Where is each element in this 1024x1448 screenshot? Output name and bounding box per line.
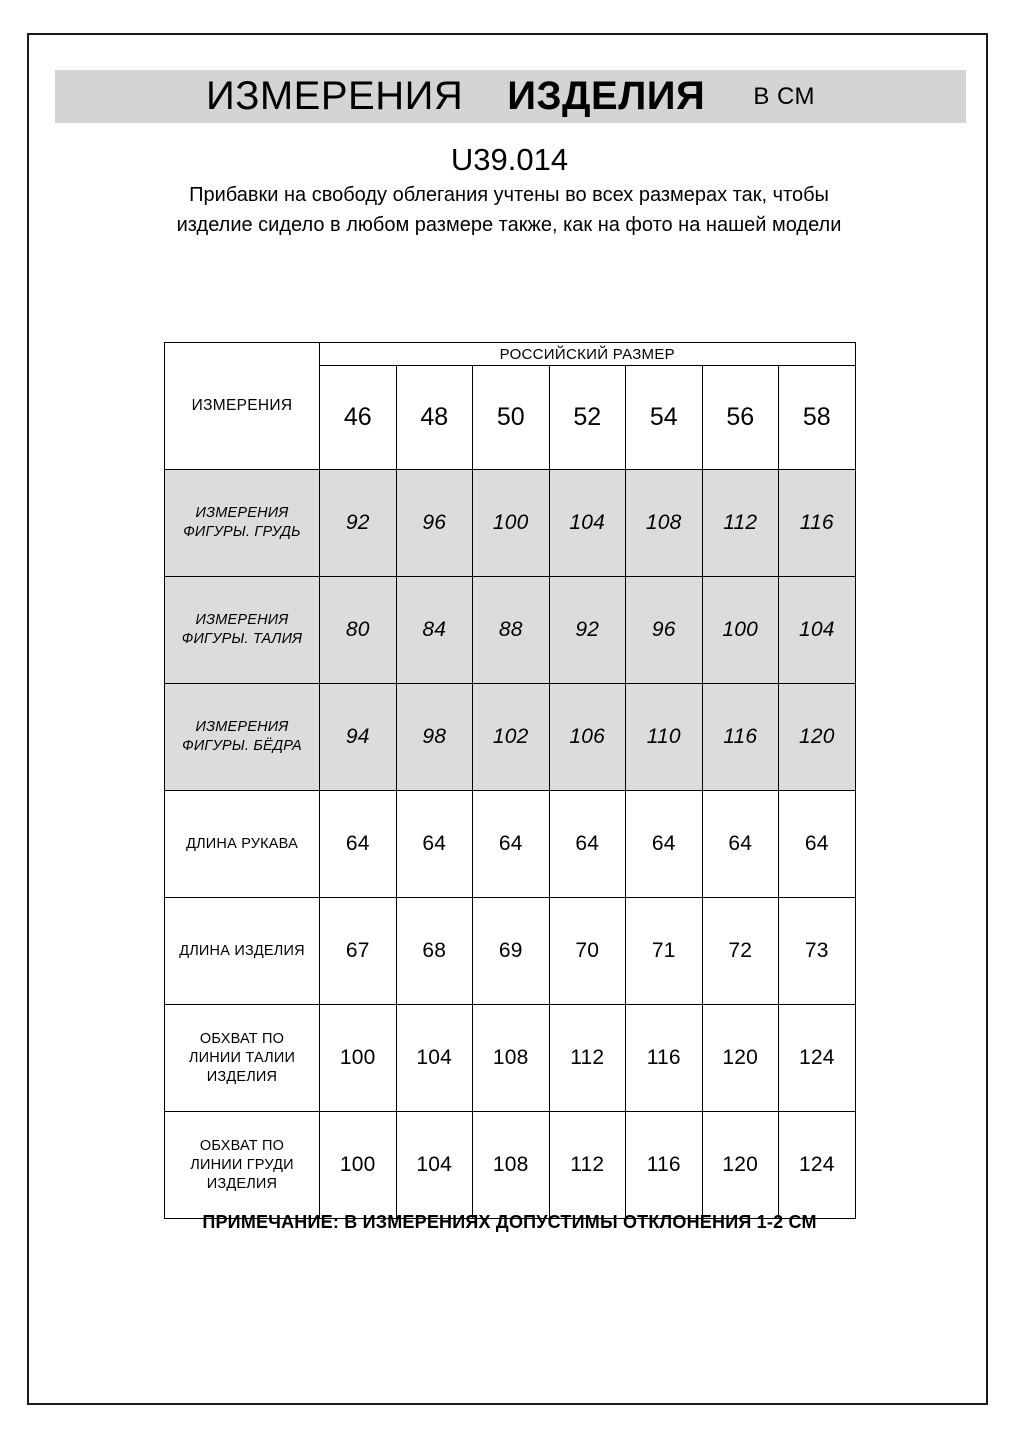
size-chart-table xyxy=(164,342,856,1219)
page-border xyxy=(27,33,988,1405)
row-label-sleeve-length: ДЛИНА РУКАВА xyxy=(165,791,320,898)
row-label-line: ОБХВАТ ПО xyxy=(199,1137,285,1154)
header-banner xyxy=(55,70,966,123)
cell-sleeve-50: 64 xyxy=(473,791,550,898)
cell-length-56: 72 xyxy=(702,898,779,1005)
cell-hips-56: 116 xyxy=(702,684,779,791)
cell-bust-circ-48: 104 xyxy=(396,1112,473,1219)
size-header-56: 56 xyxy=(702,366,779,470)
banner-unit-label: В СМ xyxy=(753,82,816,110)
cell-hips-48: 98 xyxy=(396,684,473,791)
size-header-46: 46 xyxy=(320,366,397,470)
cell-waist-52: 92 xyxy=(549,577,626,684)
banner-title-product: ИЗДЕЛИЯ xyxy=(507,74,706,118)
cell-hips-52: 106 xyxy=(549,684,626,791)
row-label-hips xyxy=(165,684,320,791)
table-row xyxy=(165,791,856,898)
cell-waist-circ-46: 100 xyxy=(320,1005,397,1112)
cell-waist-46: 80 xyxy=(320,577,397,684)
fit-description: Прибавки на свободу облегания учтены во всех размерах так, чтобы изделие сидело в любом размере также, как на фото на нашей модели xyxy=(176,184,842,236)
table-row xyxy=(165,1112,856,1219)
cell-length-52: 70 xyxy=(549,898,626,1005)
cell-waist-circ-54: 116 xyxy=(626,1005,703,1112)
cell-sleeve-48: 64 xyxy=(396,791,473,898)
size-header-52: 52 xyxy=(549,366,626,470)
cell-waist-56: 100 xyxy=(702,577,779,684)
banner-title-measurements: ИЗМЕРЕНИЯ xyxy=(205,74,464,118)
cell-waist-circ-58: 124 xyxy=(779,1005,856,1112)
row-label-line: ИЗДЕЛИЯ xyxy=(206,1068,278,1085)
row-label-waist-circumference xyxy=(165,1005,320,1112)
cell-bust-48: 96 xyxy=(396,470,473,577)
cell-bust-54: 108 xyxy=(626,470,703,577)
cell-bust-circ-52: 112 xyxy=(549,1112,626,1219)
cell-bust-58: 116 xyxy=(779,470,856,577)
row-label-waist xyxy=(165,577,320,684)
cell-sleeve-46: 64 xyxy=(320,791,397,898)
cell-length-48: 68 xyxy=(396,898,473,1005)
size-header-48: 48 xyxy=(396,366,473,470)
cell-length-58: 73 xyxy=(779,898,856,1005)
cell-bust-circ-46: 100 xyxy=(320,1112,397,1219)
row-label-product-length: ДЛИНА ИЗДЕЛИЯ xyxy=(165,898,320,1005)
tolerance-note: ПРИМЕЧАНИЕ: В ИЗМЕРЕНИЯХ ДОПУСТИМЫ ОТКЛОНЕНИЯ 1-2 СМ xyxy=(202,1212,817,1232)
cell-hips-54: 110 xyxy=(626,684,703,791)
cell-bust-46: 92 xyxy=(320,470,397,577)
row-label-line: ИЗМЕРЕНИЯ xyxy=(195,719,289,735)
row-label-bust-circumference xyxy=(165,1112,320,1219)
table-corner-label: ИЗМЕРЕНИЯ xyxy=(165,343,320,470)
size-header-54: 54 xyxy=(626,366,703,470)
row-label-line: ОБХВАТ ПО xyxy=(199,1030,285,1047)
table-row xyxy=(165,577,856,684)
table-row xyxy=(165,470,856,577)
cell-length-46: 67 xyxy=(320,898,397,1005)
cell-waist-50: 88 xyxy=(473,577,550,684)
cell-sleeve-52: 64 xyxy=(549,791,626,898)
cell-bust-circ-50: 108 xyxy=(473,1112,550,1219)
cell-sleeve-56: 64 xyxy=(702,791,779,898)
cell-length-54: 71 xyxy=(626,898,703,1005)
cell-bust-circ-56: 120 xyxy=(702,1112,779,1219)
row-label-line: ИЗМЕРЕНИЯ xyxy=(195,612,289,628)
row-label-line: ИЗДЕЛИЯ xyxy=(206,1175,278,1192)
cell-bust-circ-54: 116 xyxy=(626,1112,703,1219)
cell-bust-circ-58: 124 xyxy=(779,1112,856,1219)
row-label-line: ЛИНИИ ГРУДИ xyxy=(190,1156,294,1173)
cell-bust-56: 112 xyxy=(702,470,779,577)
size-group-header: РОССИЙСКИЙ РАЗМЕР xyxy=(320,343,856,366)
cell-waist-circ-56: 120 xyxy=(702,1005,779,1112)
cell-bust-50: 100 xyxy=(473,470,550,577)
row-label-line: ФИГУРЫ. ТАЛИЯ xyxy=(181,631,303,647)
row-label-line: ФИГУРЫ. БЁДРА xyxy=(182,738,302,754)
cell-waist-54: 96 xyxy=(626,577,703,684)
row-label-line: ФИГУРЫ. ГРУДЬ xyxy=(183,524,301,540)
table-header-group-row xyxy=(165,343,856,366)
cell-waist-58: 104 xyxy=(779,577,856,684)
cell-waist-circ-48: 104 xyxy=(396,1005,473,1112)
size-header-58: 58 xyxy=(779,366,856,470)
cell-hips-58: 120 xyxy=(779,684,856,791)
cell-waist-48: 84 xyxy=(396,577,473,684)
cell-length-50: 69 xyxy=(473,898,550,1005)
size-header-50: 50 xyxy=(473,366,550,470)
cell-bust-52: 104 xyxy=(549,470,626,577)
row-label-bust xyxy=(165,470,320,577)
table-row xyxy=(165,684,856,791)
cell-sleeve-58: 64 xyxy=(779,791,856,898)
cell-sleeve-54: 64 xyxy=(626,791,703,898)
cell-hips-46: 94 xyxy=(320,684,397,791)
product-code: U39.014 xyxy=(450,142,569,177)
cell-waist-circ-50: 108 xyxy=(473,1005,550,1112)
table-row xyxy=(165,898,856,1005)
cell-waist-circ-52: 112 xyxy=(549,1005,626,1112)
cell-hips-50: 102 xyxy=(473,684,550,791)
table-row xyxy=(165,1005,856,1112)
row-label-line: ЛИНИИ ТАЛИИ xyxy=(188,1049,296,1066)
row-label-line: ИЗМЕРЕНИЯ xyxy=(195,505,289,521)
